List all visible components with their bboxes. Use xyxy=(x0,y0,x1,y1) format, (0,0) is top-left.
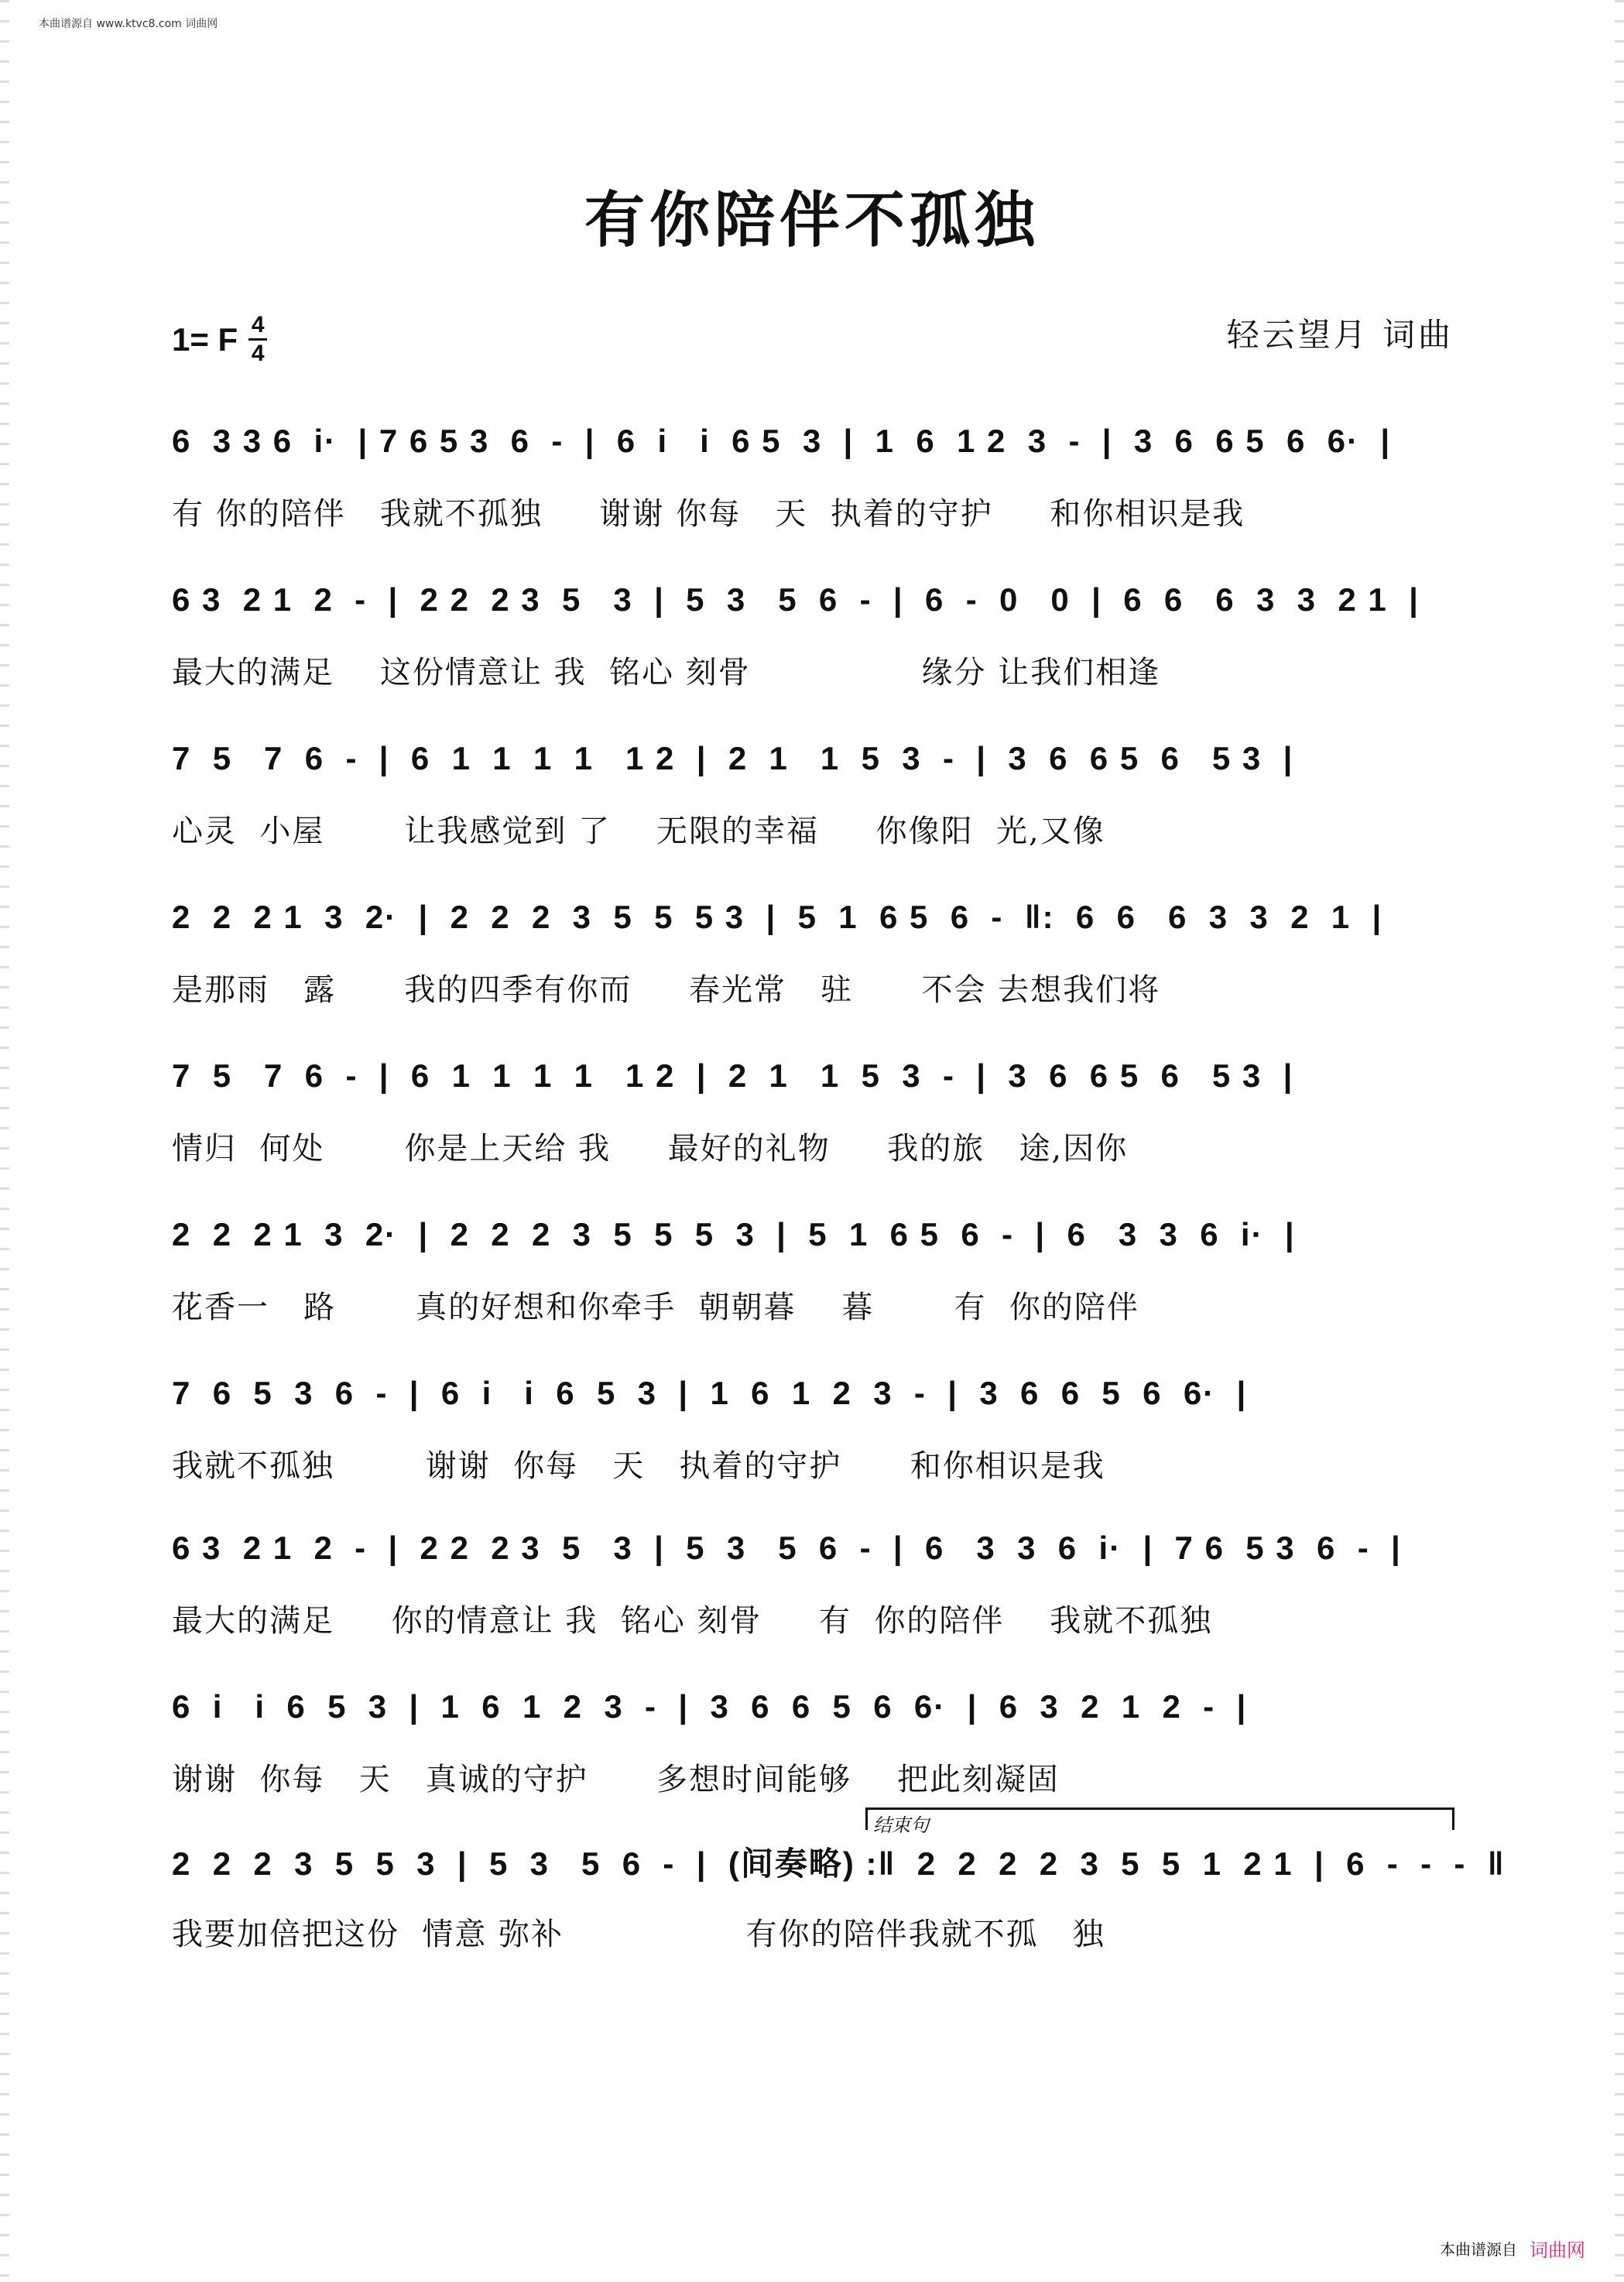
notation-line: 7 5 7 6 - | 6 1 1 1 1 1 2 | 2 1 1 5 3 - | 3 6 6 5 6 5 3 | xyxy=(172,740,1294,776)
right-border-strip xyxy=(1615,0,1624,2282)
left-border-strip xyxy=(0,0,9,2282)
footer xyxy=(1440,2235,1585,2262)
score-system xyxy=(172,1831,1506,1955)
score-system xyxy=(172,1045,1457,1169)
score-system xyxy=(172,1362,1457,1486)
key-signature xyxy=(172,314,267,365)
score-system xyxy=(172,410,1457,534)
lyrics-line: 有 你的陪伴 我就不孤独 谢谢 你每 天 执着的守护 和你相识是我 xyxy=(172,495,1245,532)
notation-line: 2 2 2 3 5 5 3 | 5 3 5 6 - | (间奏略) :‖ 2 2 2 2 3 5 5 1 2 1 | 6 - - - ‖ xyxy=(172,1845,1506,1882)
composer-credit: 轻云望月 词曲 xyxy=(1226,316,1454,354)
ending-label: 结束句 xyxy=(873,1814,929,1836)
key-label: 1= F xyxy=(172,320,238,358)
notation-line: 7 6 5 3 6 - | 6 i i 6 5 3 | 1 6 1 2 3 - | 3 6 6 5 6 6· | xyxy=(172,1375,1248,1411)
score-system xyxy=(172,1517,1457,1641)
time-numerator: 4 xyxy=(251,312,265,338)
notation-line: 6 i i 6 5 3 | 1 6 1 2 3 - | 3 6 6 5 6 6· | 6 3 2 1 2 - | xyxy=(172,1688,1248,1725)
footer-brand-link[interactable]: 词曲网 xyxy=(1530,2239,1585,2261)
lyrics-line: 最大的满足 你的情意让 我 铭心 刻骨 有 你的陪伴 我就不孤独 xyxy=(172,1602,1213,1639)
lyrics-line: 情归 何处 你是上天给 我 最好的礼物 我的旅 途,因你 xyxy=(172,1130,1129,1167)
score-system xyxy=(172,1204,1457,1328)
time-signature xyxy=(248,314,267,365)
score-system xyxy=(172,886,1457,1010)
lyrics-line: 是那雨 露 我的四季有你而 春光常 驻 不会 去想我们将 xyxy=(172,971,1161,1008)
time-denominator: 4 xyxy=(251,341,265,366)
notation-line: 6 3 2 1 2 - | 2 2 2 3 5 3 | 5 3 5 6 - | 6 - 0 0 | 6 6 6 3 3 2 1 | xyxy=(172,581,1420,618)
score-system xyxy=(172,569,1457,693)
notation-line: 6 3 3 6 i· | 7 6 5 3 6 - | 6 i i 6 5 3 | 1 6 1 2 3 - | 3 6 6 5 6 6· | xyxy=(172,423,1392,459)
notation-line: 6 3 2 1 2 - | 2 2 2 3 5 3 | 5 3 5 6 - | 6 3 3 6 i· | 7 6 5 3 6 - | xyxy=(172,1530,1402,1566)
song-title: 有你陪伴不孤独 xyxy=(584,185,1040,255)
notation-line: 2 2 2 1 3 2· | 2 2 2 3 5 5 5 3 | 5 1 6 5 6 - ‖: 6 6 6 3 3 2 1 | xyxy=(172,899,1383,935)
footer-source: 本曲谱源自 xyxy=(1440,2240,1517,2259)
source-note: 本曲谱源自 www.ktvc8.com 词曲网 xyxy=(39,18,218,30)
lyrics-line: 最大的满足 这份情意让 我 铭心 刻骨 缘分 让我们相逢 xyxy=(172,654,1161,690)
lyrics-line: 谢谢 你每 天 真诚的守护 多想时间能够 把此刻凝固 xyxy=(172,1761,1060,1797)
notation-line: 7 5 7 6 - | 6 1 1 1 1 1 2 | 2 1 1 5 3 - | 3 6 6 5 6 5 3 | xyxy=(172,1057,1294,1094)
score-system xyxy=(172,1676,1457,1800)
lyrics-line: 心灵 小屋 让我感觉到 了 无限的幸福 你像阳 光,又像 xyxy=(172,813,1105,849)
lyrics-line: 花香一 路 真的好想和你牵手 朝朝暮 暮 有 你的陪伴 xyxy=(172,1289,1139,1325)
notation-line: 2 2 2 1 3 2· | 2 2 2 3 5 5 5 3 | 5 1 6 5 6 - | 6 3 3 6 i· | xyxy=(172,1216,1296,1252)
lyrics-line: 我要加倍把这份 情意 弥补 有你的陪伴我就不孤 独 xyxy=(172,1916,1105,1952)
ending-bracket xyxy=(865,1807,1454,1830)
lyrics-line: 我就不孤独 谢谢 你每 天 执着的守护 和你相识是我 xyxy=(172,1448,1105,1484)
score-system xyxy=(172,728,1457,851)
